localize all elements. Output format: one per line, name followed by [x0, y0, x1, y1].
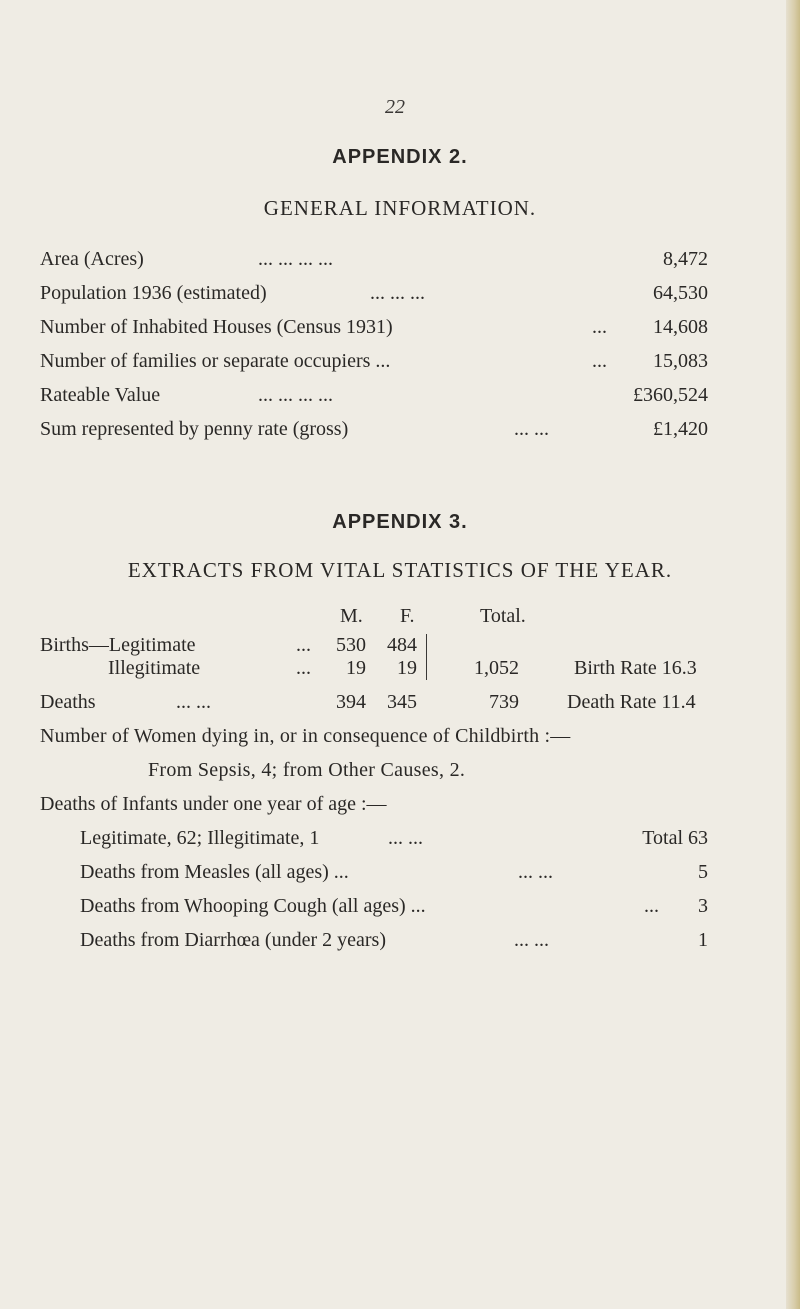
measles-label: Deaths from Measles (all ages) ... — [80, 861, 349, 883]
row-dots: ... ... — [518, 861, 553, 883]
births-legitimate-male: 530 — [336, 634, 366, 656]
column-header-total: Total. — [480, 605, 526, 627]
births-illegitimate-label: Illegitimate — [108, 657, 201, 679]
info-label-area: Area (Acres) — [40, 248, 144, 270]
info-value-families: 15,083 — [653, 350, 708, 372]
row-dots: ... ... — [176, 691, 211, 713]
info-label-rateable-value: Rateable Value — [40, 384, 161, 406]
info-dots: ... ... — [514, 418, 549, 440]
info-label-houses: Number of Inhabited Houses (Census 1931) — [40, 316, 393, 338]
info-dots: ... ... ... ... — [258, 248, 333, 270]
infants-line: Deaths of Infants under one year of age :— — [40, 793, 387, 815]
general-information-title: GENERAL INFORMATION. — [263, 196, 537, 220]
info-value-penny-rate: £1,420 — [653, 418, 708, 440]
info-dots: ... ... ... — [370, 282, 425, 304]
births-illegitimate-female: 19 — [397, 657, 417, 679]
whooping-cough-value: 3 — [698, 895, 708, 917]
diarrhoea-label: Deaths from Diarrhœa (under 2 years) — [80, 929, 386, 951]
row-dots: ... ... — [514, 929, 549, 951]
whooping-cough-label: Deaths from Whooping Cough (all ages) ... — [80, 895, 426, 917]
deaths-label: Deaths — [40, 691, 96, 713]
info-dots: ... — [592, 350, 607, 372]
birth-rate: Birth Rate 16.3 — [574, 657, 697, 679]
appendix-2-heading: APPENDIX 2. — [332, 146, 468, 168]
vital-statistics-title: EXTRACTS FROM VITAL STATISTICS OF THE YEAR. — [127, 558, 673, 582]
appendix-3-heading: APPENDIX 3. — [332, 511, 468, 533]
info-dots: ... — [592, 316, 607, 338]
info-value-houses: 14,608 — [653, 316, 708, 338]
infants-detail: Legitimate, 62; Illegitimate, 1 — [80, 827, 320, 849]
births-bracket — [420, 634, 427, 680]
info-label-families: Number of families or separate occupiers ... — [40, 350, 391, 372]
births-total: 1,052 — [474, 657, 519, 679]
row-dots: ... — [644, 895, 659, 917]
births-legitimate-female: 484 — [387, 634, 417, 656]
childbirth-line: Number of Women dying in, or in consequence of Childbirth :— — [40, 725, 571, 747]
deaths-male: 394 — [336, 691, 366, 713]
row-dots: ... — [296, 634, 311, 656]
info-label-population: Population 1936 (estimated) — [40, 282, 267, 304]
infants-total: Total 63 — [642, 827, 708, 849]
info-label-penny-rate: Sum represented by penny rate (gross) — [40, 418, 349, 440]
page-number: 22 — [385, 96, 405, 118]
diarrhoea-value: 1 — [698, 929, 708, 951]
births-legitimate-label: Births—Legitimate — [40, 634, 196, 656]
info-value-rateable-value: £360,524 — [633, 384, 708, 406]
info-value-population: 64,530 — [653, 282, 708, 304]
childbirth-detail: From Sepsis, 4; from Other Causes, 2. — [148, 759, 466, 781]
column-header-female: F. — [400, 605, 415, 627]
deaths-female: 345 — [387, 691, 417, 713]
births-illegitimate-male: 19 — [346, 657, 366, 679]
death-rate: Death Rate 11.4 — [567, 691, 696, 713]
row-dots: ... — [296, 657, 311, 679]
column-header-male: M. — [340, 605, 363, 627]
info-value-area: 8,472 — [663, 248, 708, 270]
deaths-total: 739 — [489, 691, 519, 713]
measles-value: 5 — [698, 861, 708, 883]
row-dots: ... ... — [388, 827, 423, 849]
info-dots: ... ... ... ... — [258, 384, 333, 406]
